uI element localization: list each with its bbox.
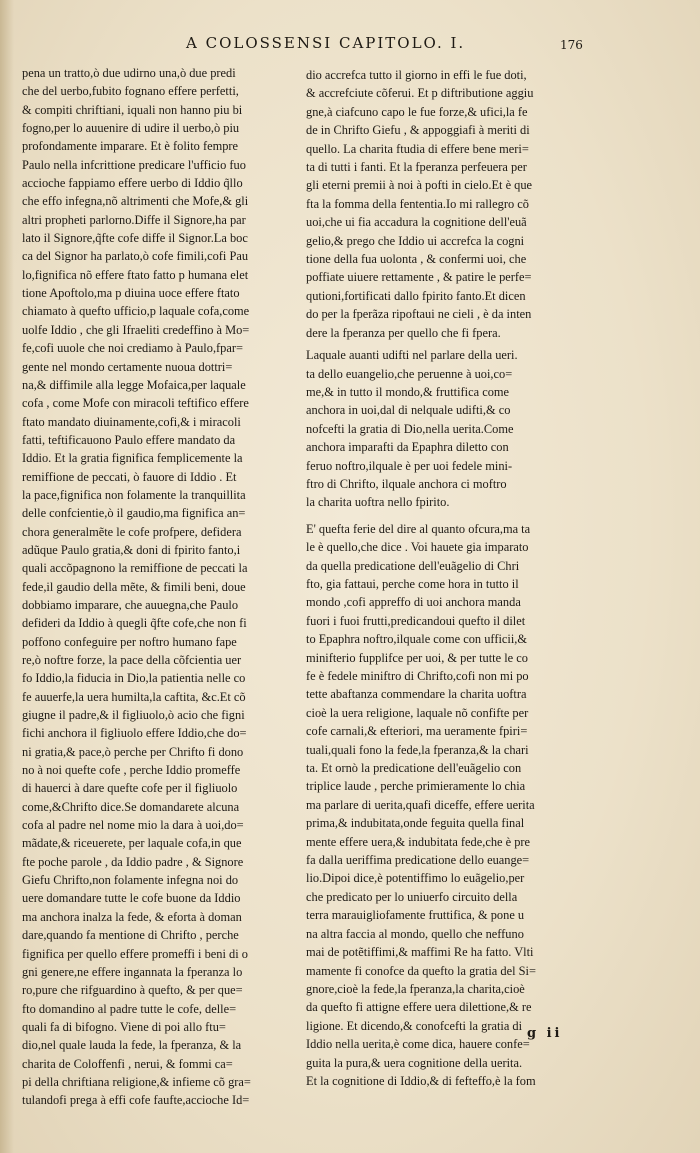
text-line: chora generalmẽte le cofe profpere, defidera xyxy=(22,524,242,539)
text-line: ma anchora inalza la fede, & eforta à doman xyxy=(22,909,242,924)
text-line: E' quefta ferie del dire al quanto ofcura,ma ta xyxy=(306,521,531,536)
text-line: gli eterni premii à noi à pofti in cielo.Et è que xyxy=(306,178,533,193)
text-line: Laquale auanti udifti nel parlare della ueri. xyxy=(306,348,518,363)
text-line: tione della fua uolonta , & confermi uoi, che xyxy=(306,252,527,267)
text-line: mamente fi conofce da quefto la gratia del Si= xyxy=(306,963,536,978)
text-line: di hauerci à dare quefte cofe per il figliuolo xyxy=(22,781,238,796)
text-line: ca del Signor ha parlato,ò cofe fimili,cofi Pau xyxy=(22,249,249,264)
text-line: Et la cognitione di Iddio,& di fefteffo,è la fom xyxy=(306,1073,536,1088)
text-line: ligione. Et dicendo,& conofcefti la gratia di xyxy=(306,1018,523,1033)
text-line: cofe carnali,& efteriori, ma ueramente fpiri= xyxy=(306,724,528,739)
text-line: ftato mandato diuinamente,cofi,& i miracoli xyxy=(22,414,241,429)
text-line: gnore,cioè la fede,la fperanza,la charita,cioè xyxy=(306,981,525,996)
text-line: fignifica per quello effere promeffi i beni di o xyxy=(22,946,248,961)
text-line: profondamente imparare. Et è folito fempre xyxy=(22,139,239,154)
text-line: Giefu Chrifto,non folamente infegna noi do xyxy=(22,873,239,888)
text-line: minifterio fupplifce per uoi, & per tutte le co xyxy=(306,650,528,665)
text-line: gelio,& prego che Iddio ui accrefca la cogni xyxy=(306,233,525,248)
text-line: terra marauigliofamente fruttifica, & pone u xyxy=(306,908,525,923)
text-line: anchora in uoi,dal di nelquale udifti,& co xyxy=(306,403,511,418)
text-line: ta. Et ornò la predicatione dell'euãgelio con xyxy=(306,761,522,776)
text-line: uoi,che ui fia accadura la cognitione dell'euã xyxy=(306,215,527,230)
text-line: fto domandino al padre tutte le cofe, delle= xyxy=(22,1001,237,1016)
text-line: ftro di Chrifto, ilquale anchora ci moftro xyxy=(306,476,507,491)
text-line: remiffione de peccati, ò fauore di Iddio . Et xyxy=(22,469,237,484)
text-line: cioè la uera religione, laquale nõ confifte per xyxy=(306,705,529,720)
paragraph xyxy=(306,66,584,342)
text-line: qutioni,fortificati dallo fpirito fanto.Et dicen xyxy=(306,288,526,303)
text-line: fo Iddio,la fiducia in Dio,la patientia nelle co xyxy=(22,671,246,686)
text-line: lio.Dipoi dice,è potentiffimo lo euãgelio,per xyxy=(306,871,525,886)
text-line: mente effere uera,& indubitata fede,che è pre xyxy=(306,834,531,849)
text-line: dere la fperanza per quello che fi fpera. xyxy=(306,325,501,340)
text-line: charita de Coloffenfi , nerui, & fommi ca= xyxy=(22,1056,233,1071)
text-line: la charita uoftra nello fpirito. xyxy=(306,495,450,510)
text-line: mai de potẽtiffimi,& maffimi Re ha fatto. Vlti xyxy=(306,945,534,960)
text-line: na altra faccia al mondo, quello che neffuno xyxy=(306,926,524,941)
text-line: accioche fappiamo effere uerbo di Iddio q̃llo xyxy=(22,176,243,191)
text-line: la pace,fignifica non folamente la tranquillita xyxy=(22,487,246,502)
text-line: poffiate uiuere rettamente , & patire le perfe= xyxy=(306,270,532,285)
text-line: prima,& indubitata,onde feguita quella final xyxy=(306,816,525,831)
text-line: fogno,per lo auuenire di udire il uerbo,ò piu xyxy=(22,121,240,136)
text-line: guita la pura,& uera cognitione della uerita. xyxy=(306,1055,523,1070)
signature-mark: g ii xyxy=(527,1026,563,1041)
text-line: fa dalla ueriffima predicatione dello euange= xyxy=(306,853,530,868)
text-line: uere domandare tutte le cofe buone da Iddio xyxy=(22,891,241,906)
text-line: ta dello euangelio,che peruenne à uoi,co= xyxy=(306,366,513,381)
text-line: dobbiamo imparare, che auuegna,che Paulo xyxy=(22,597,239,612)
text-line: fta la fomma della fententia.Io mi rallegro cõ xyxy=(306,196,529,211)
text-line: fichi anchora il figliuolo effere Iddio,che do= xyxy=(22,726,247,741)
paragraph xyxy=(306,520,584,1091)
text-line: che del uerbo,fubito fognano effere perfetti, xyxy=(22,84,239,99)
paragraph xyxy=(22,64,294,1110)
text-line: uolfe Iddio , che gli Ifraeliti credeffino à Mo= xyxy=(22,322,250,337)
text-line: pena un tratto,ò due udirno una,ò due predi xyxy=(22,66,236,80)
running-title: A COLOSSENSI CAPITOLO. I. xyxy=(186,34,466,52)
right-text-column xyxy=(306,66,584,1090)
text-line: altri propheti parlorno.Diffe il Signore,ha par xyxy=(22,212,246,227)
text-line: lo,fignifica nõ effere ftato fatto p humana elet xyxy=(22,267,249,282)
text-line: dare,quando fa mentione di Chrifto , perche xyxy=(22,928,239,943)
text-line: fe è fedele miniftro di Chrifto,cofi non mi po xyxy=(306,669,529,683)
page-number: 176 xyxy=(560,38,583,52)
text-line: cofa , come Mofe con miracoli teftifico effere xyxy=(22,396,249,411)
text-line: fe,cofi uuole che noi crediamo à Paulo,fpar= xyxy=(22,341,243,356)
text-line: ro,pure che rifguardino à quefto, & per que= xyxy=(22,983,243,998)
text-line: mondo ,cofi appreffo di uoi anchora manda xyxy=(306,595,521,610)
text-line: & accrefciute cõferui. Et p diftributione aggiu xyxy=(306,86,534,101)
text-line: da quefto fi attigne effere uera dilettione,& re xyxy=(306,1000,532,1015)
text-line: quali fa di bifogno. Viene di poi allo ftu= xyxy=(22,1019,226,1034)
text-line: ma parlare di uerita,quafi diceffe, effere uerita xyxy=(306,797,535,812)
text-line: che predicato per lo uniuerfo circuito della xyxy=(306,889,518,904)
text-line: Iddio nella uerita,è come dica, hauere confe= xyxy=(306,1037,530,1052)
text-line: Iddio. Et la gratia fignifica femplicemente la xyxy=(22,451,243,466)
text-line: Paulo nella infcrittione predicare l'ufficio fuo xyxy=(22,157,246,172)
text-line: fatti, teftificauono Paulo effere mandato da xyxy=(22,432,236,447)
text-line: delle confcientie,ò il gaudio,ma fignifica an= xyxy=(22,506,246,521)
text-line: no à noi quefte cofe , perche Iddio promeffe xyxy=(22,763,241,778)
text-line: da quella predicatione dell'euãgelio di Chri xyxy=(306,558,520,573)
text-line: cofa al padre nel nome mio la dara à uoi,do= xyxy=(22,818,244,833)
binding-gutter-shadow xyxy=(0,0,14,1153)
text-line: do per la fperãza ripoftaui ne cieli , è da inten xyxy=(306,307,532,322)
text-line: triplice laude , perche primieramente lo chia xyxy=(306,779,526,794)
text-line: come,&Chrifto dice.Se domandarete alcuna xyxy=(22,799,240,814)
text-line: gni genere,ne effere ingannata la fperanza lo xyxy=(22,964,243,979)
text-line: fede,il gaudio della mẽte, & fimili beni, doue xyxy=(22,579,246,594)
text-line: gne,à ciafcuno capo le fue forze,& ufici,la fe xyxy=(306,104,528,119)
text-line: nofcefti la gratia di Dio,nella uerita.Come xyxy=(306,421,514,436)
text-line: pi della chriftiana religione,& infieme cõ gra= xyxy=(22,1074,251,1089)
text-line: de in Chrifto Giefu , & appoggiafi à meriti di xyxy=(306,123,530,138)
text-line: tione Apoftolo,ma p diuina uoce effere ftato xyxy=(22,286,240,301)
text-line: na,& diffimile alla legge Mofaica,per laquale xyxy=(22,377,246,392)
text-line: che effo infegna,nõ altrimenti che Mofe,& gli xyxy=(22,194,249,209)
text-line: anchora imparafti da Epaphra diletto con xyxy=(306,440,509,455)
text-line: chiamato à quefto ufficio,p laquale cofa,come xyxy=(22,304,250,319)
text-line: lato il Signore,q̃fte cofe diffe il Signor.La boc xyxy=(22,231,248,246)
text-line: defideri da Iddio à quegli q̃fte cofe,che non fi xyxy=(22,616,247,631)
text-line: me,& in tutto il mondo,& fruttifica come xyxy=(306,384,510,399)
text-line: tulandofi prega à effi cofe faufte,accioche Id= xyxy=(22,1093,250,1108)
paragraph xyxy=(306,346,584,512)
text-line: quali accõpagnono la remiffione de peccati la xyxy=(22,561,248,576)
text-line: poffono confeguire per noftro humano fape xyxy=(22,634,237,649)
text-line: fto, gia fattaui, perche come hora in tutto il xyxy=(306,576,519,591)
text-line: fte poche parole , da Iddio padre , & Signore xyxy=(22,854,244,869)
text-line: & compiti chriftiani, iquali non hanno piu bi xyxy=(22,102,243,117)
text-line: dio,nel quale lauda la fede, la fperanza, & la xyxy=(22,1038,242,1053)
text-line: fe auuerfe,la uera humilta,la caftita, &c.Et cõ xyxy=(22,689,246,704)
text-line: tette abaftanza commendare la charita uoftra xyxy=(306,687,527,702)
text-line: adũque Paulo gratia,& doni di fpirito fanto,i xyxy=(22,542,241,557)
text-line: re,ò noftre forze, la pace della cõfcientia uer xyxy=(22,653,242,667)
text-line: le è quello,che dice . Voi hauete gia imparato xyxy=(306,540,529,555)
text-line: giugne il padre,& il figliuolo,ò acio che figni xyxy=(22,708,245,723)
text-line: feruo noftro,ilquale è per uoi fedele mini- xyxy=(306,458,513,473)
text-line: tuali,quali fono la fede,la fperanza,& la chari xyxy=(306,742,529,757)
text-line: gente nel mondo certamente nuoua dottri= xyxy=(22,359,233,374)
text-line: mãdate,& riceuerete, per laquale cofa,in que xyxy=(22,836,242,851)
text-line: to Epaphra noftro,ilquale come con ufficii,& xyxy=(306,632,528,647)
text-line: ni gratia,& pace,ò perche per Chrifto fi dono xyxy=(22,744,244,759)
text-line: dio accrefca tutto il giorno in effi le fue doti, xyxy=(306,68,527,82)
text-line: ta di tutti i fanti. Et la fperanza perfeuera per xyxy=(306,160,527,175)
left-text-column xyxy=(22,64,294,1110)
text-line: fuori i fuoi frutti,predicandoui quefto il dilet xyxy=(306,613,526,628)
text-line: quello. La charita ftudia di effere bene meri= xyxy=(306,141,529,156)
